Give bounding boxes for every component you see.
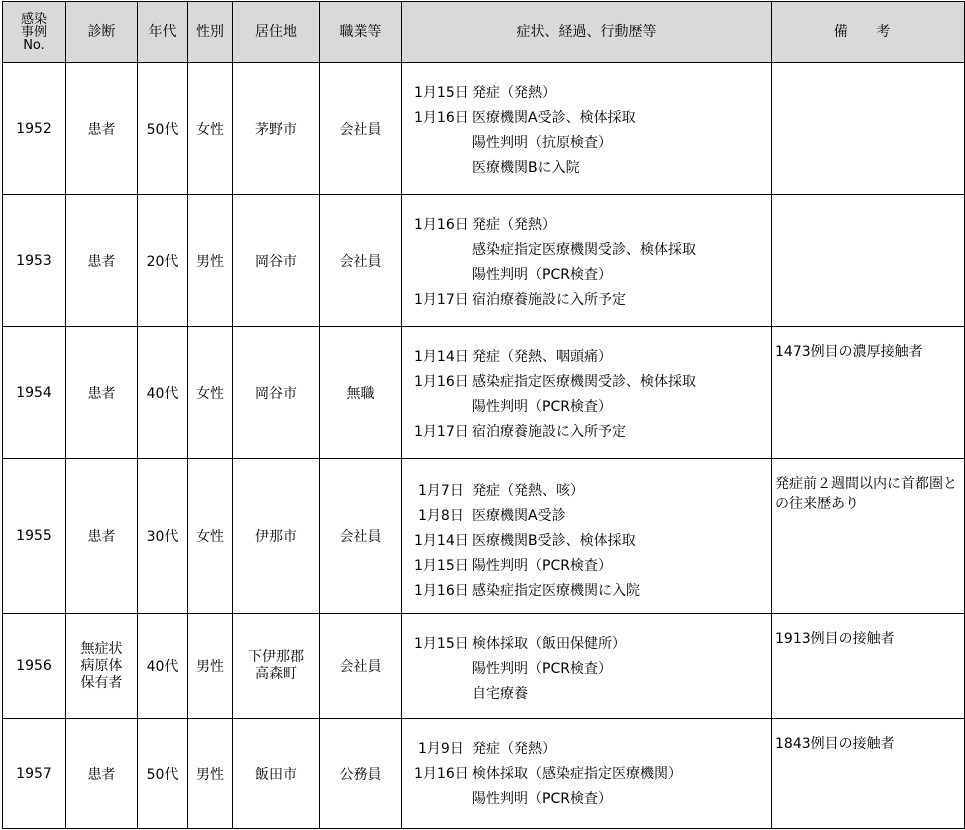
- cell-sex: 男性: [188, 719, 233, 829]
- cell-diagnosis: 無症状 病原体 保有者: [66, 614, 138, 719]
- course-date: [402, 657, 472, 682]
- cell-residence: 茅野市: [233, 63, 320, 195]
- course-date: [402, 395, 472, 420]
- cell-diagnosis: 患者: [66, 63, 138, 195]
- course-text: 陽性判明（抗原検査）: [472, 135, 612, 151]
- course-text: 陽性判明（PCR検査）: [472, 558, 612, 574]
- cell-diagnosis: 患者: [66, 195, 138, 327]
- course-text: 医療機関Bに入院: [472, 160, 580, 176]
- cell-remarks: [772, 459, 965, 614]
- cell-case-no: 1952: [3, 63, 66, 195]
- course-entry: [402, 554, 771, 579]
- course-date: 1月14日: [414, 533, 469, 549]
- course-entry: [402, 395, 771, 420]
- course-text: 宿泊療養施設に入所予定: [472, 424, 626, 440]
- cell-residence: 下伊那郡 高森町: [233, 614, 320, 719]
- course-date: 1月8日: [418, 508, 464, 524]
- course-date: [402, 156, 472, 181]
- header-case-no: 感染 事例 No.: [3, 2, 66, 63]
- remarks-text: 1473例目の濃厚接触者: [775, 344, 923, 360]
- course-date: [402, 682, 472, 707]
- course-entry: [402, 787, 771, 812]
- course-list: [402, 195, 771, 313]
- cell-occupation: 会社員: [320, 195, 402, 327]
- course-text: 検体採取（飯田保健所）: [472, 636, 626, 652]
- course-date: 1月16日: [414, 766, 469, 782]
- course-text: 陽性判明（PCR検査）: [472, 791, 612, 807]
- cell-case-no: 1954: [3, 327, 66, 459]
- cell-case-no: 1955: [3, 459, 66, 614]
- cell-age: 50代: [138, 719, 188, 829]
- course-entry: [402, 370, 771, 395]
- cell-case-no: 1953: [3, 195, 66, 327]
- header-course: 症状、経過、行動歴等: [402, 2, 772, 63]
- course-entry: [402, 420, 771, 445]
- course-date: 1月15日: [414, 85, 469, 101]
- course-text: 医療機関B受診、検体採取: [472, 533, 636, 549]
- cell-residence: 伊那市: [233, 459, 320, 614]
- course-text: 陽性判明（PCR検査）: [472, 399, 612, 415]
- course-text: 陽性判明（PCR検査）: [472, 267, 612, 283]
- table-row: [3, 459, 965, 614]
- case-table: [2, 1, 965, 829]
- course-date: 1月9日: [418, 741, 464, 757]
- course-entry: [402, 529, 771, 554]
- course-entry: [402, 682, 771, 707]
- course-date: 1月16日: [414, 583, 469, 599]
- remarks-text: [772, 63, 964, 78]
- course-text: 検体採取（感染症指定医療機関）: [472, 766, 682, 782]
- course-list: [402, 614, 771, 707]
- header-occupation: 職業等: [320, 2, 402, 63]
- course-list: [402, 327, 771, 445]
- course-text: 医療機関A受診: [472, 508, 566, 524]
- cell-course: [402, 719, 772, 829]
- header-residence: 居住地: [233, 2, 320, 63]
- cell-case-no: 1956: [3, 614, 66, 719]
- cell-occupation: 公務員: [320, 719, 402, 829]
- remarks-text: 発症前２週間以内に首都圏との往来歴あり: [775, 476, 957, 512]
- header-diagnosis: 診断: [66, 2, 138, 63]
- course-date: 1月17日: [414, 424, 469, 440]
- table-row: [3, 719, 965, 829]
- course-entry: [402, 657, 771, 682]
- cell-occupation: 会社員: [320, 459, 402, 614]
- cell-course: [402, 195, 772, 327]
- course-date: 1月7日: [418, 483, 464, 499]
- course-date: 1月16日: [414, 110, 469, 126]
- cell-course: [402, 459, 772, 614]
- cell-occupation: 会社員: [320, 614, 402, 719]
- course-text: 自宅療養: [472, 686, 528, 702]
- course-date: 1月16日: [414, 217, 469, 233]
- course-entry: [402, 213, 771, 238]
- cell-course: [402, 614, 772, 719]
- table-row: [3, 327, 965, 459]
- course-date: [402, 263, 472, 288]
- course-list: [402, 719, 771, 812]
- course-date: 1月17日: [414, 292, 469, 308]
- course-text: 感染症指定医療機関に入院: [472, 583, 640, 599]
- cell-sex: 男性: [188, 614, 233, 719]
- cell-age: 40代: [138, 614, 188, 719]
- remarks-text: [772, 195, 964, 210]
- course-entry: [402, 762, 771, 787]
- cell-remarks: [772, 63, 965, 195]
- header-row: [3, 2, 965, 63]
- course-entry: [402, 737, 771, 762]
- cell-residence: 飯田市: [233, 719, 320, 829]
- cell-sex: 男性: [188, 195, 233, 327]
- table-body: [3, 63, 965, 829]
- table-row: [3, 614, 965, 719]
- course-entry: [402, 288, 771, 313]
- course-date: 1月16日: [414, 374, 469, 390]
- course-entry: [402, 156, 771, 181]
- course-text: 宿泊療養施設に入所予定: [472, 292, 626, 308]
- course-entry: [402, 504, 771, 529]
- cell-remarks: [772, 195, 965, 327]
- course-date: [402, 238, 472, 263]
- cell-occupation: 無職: [320, 327, 402, 459]
- cell-course: [402, 63, 772, 195]
- course-date: 1月14日: [414, 349, 469, 365]
- course-text: 陽性判明（PCR検査）: [472, 661, 612, 677]
- course-text: 感染症指定医療機関受診、検体採取: [472, 242, 696, 258]
- course-entry: [402, 263, 771, 288]
- cell-remarks: [772, 719, 965, 829]
- course-entry: [402, 479, 771, 504]
- cell-age: 40代: [138, 327, 188, 459]
- header-remarks: 備 考: [772, 2, 965, 63]
- course-date: 1月15日: [414, 636, 469, 652]
- remarks-text: 1913例目の接触者: [775, 631, 895, 647]
- course-list: [402, 63, 771, 181]
- course-date: [402, 131, 472, 156]
- course-text: 医療機関A受診、検体採取: [472, 110, 636, 126]
- cell-diagnosis: 患者: [66, 719, 138, 829]
- cell-sex: 女性: [188, 327, 233, 459]
- cell-residence: 岡谷市: [233, 195, 320, 327]
- remarks-text: 1843例目の接触者: [775, 736, 895, 752]
- cell-sex: 女性: [188, 459, 233, 614]
- course-list: [402, 459, 771, 604]
- course-entry: [402, 106, 771, 131]
- table-row: [3, 195, 965, 327]
- course-entry: [402, 579, 771, 604]
- course-entry: [402, 632, 771, 657]
- cell-remarks: [772, 614, 965, 719]
- cell-course: [402, 327, 772, 459]
- course-text: 感染症指定医療機関受診、検体採取: [472, 374, 696, 390]
- course-entry: [402, 81, 771, 106]
- table-row: [3, 63, 965, 195]
- course-entry: [402, 345, 771, 370]
- cell-age: 50代: [138, 63, 188, 195]
- cell-sex: 女性: [188, 63, 233, 195]
- cell-case-no: 1957: [3, 719, 66, 829]
- course-text: 発症（発熱、咽頭痛）: [472, 349, 612, 365]
- course-text: 発症（発熱、咳）: [472, 483, 584, 499]
- course-text: 発症（発熱）: [472, 741, 556, 757]
- cell-residence: 岡谷市: [233, 327, 320, 459]
- course-text: 発症（発熱）: [472, 85, 556, 101]
- course-date: 1月15日: [414, 558, 469, 574]
- cell-age: 20代: [138, 195, 188, 327]
- course-entry: [402, 238, 771, 263]
- course-text: 発症（発熱）: [472, 217, 556, 233]
- cell-age: 30代: [138, 459, 188, 614]
- cell-remarks: [772, 327, 965, 459]
- cell-occupation: 会社員: [320, 63, 402, 195]
- cell-diagnosis: 患者: [66, 327, 138, 459]
- course-entry: [402, 131, 771, 156]
- cell-diagnosis: 患者: [66, 459, 138, 614]
- header-sex: 性別: [188, 2, 233, 63]
- course-date: [402, 787, 472, 812]
- header-age: 年代: [138, 2, 188, 63]
